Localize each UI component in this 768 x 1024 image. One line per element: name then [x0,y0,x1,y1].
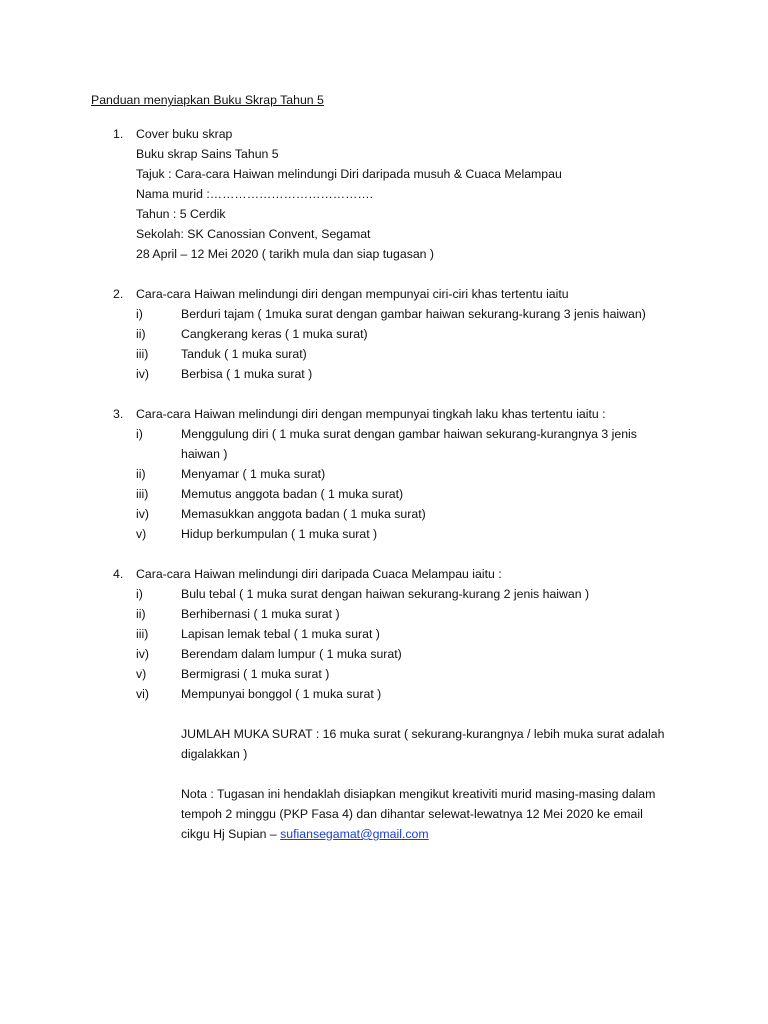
section-2-heading: Cara-cara Haiwan melindungi diri dengan mempunyai ciri-ciri khas tertentu iaitu [136,287,569,301]
list-item-marker: iii) [136,627,149,641]
section-4-number: 4. [113,567,124,581]
book-label: Buku skrap Sains Tahun 5 [136,147,279,161]
email-link[interactable]: sufiansegamat@gmail.com [280,827,429,841]
list-item: Tanduk ( 1 muka surat) [181,347,307,361]
list-item: Berduri tajam ( 1muka surat dengan gambar haiwan sekurang-kurang 3 jenis haiwan) [181,307,646,321]
list-item-marker: i) [136,427,143,441]
list-item-marker: iv) [136,367,149,381]
list-item: Berbisa ( 1 muka surat ) [181,367,313,381]
list-item: Berhibernasi ( 1 muka surat ) [181,607,340,621]
list-item-marker: i) [136,307,143,321]
topic-line: Tajuk : Cara-cara Haiwan melindungi Diri daripada musuh & Cuaca Melampau [136,167,562,181]
document-title: Panduan menyiapkan Buku Skrap Tahun 5 [91,93,324,107]
total-pages-line-continuation: digalakkan ) [181,747,248,761]
note-contact-prefix: cikgu Hj Supian – [181,827,281,841]
list-item-marker: iii) [136,487,149,501]
list-item-marker: vi) [136,687,149,701]
list-item-marker: v) [136,667,147,681]
list-item-marker: v) [136,527,147,541]
note-contact-line [181,824,429,844]
section-1-number: 1. [113,127,124,141]
note-line: tempoh 2 minggu (PKP Fasa 4) dan dihantar selewat-lewatnya 12 Mei 2020 ke email [181,807,643,821]
list-item: Memasukkan anggota badan ( 1 muka surat) [181,507,426,521]
total-pages-line: JUMLAH MUKA SURAT : 16 muka surat ( sekurang-kurangnya / lebih muka surat adalah [181,727,665,741]
list-item-marker: iv) [136,507,149,521]
list-item-marker: i) [136,587,143,601]
section-3-heading: Cara-cara Haiwan melindungi diri dengan mempunyai tingkah laku khas tertentu iaitu : [136,407,606,421]
list-item: Mempunyai bonggol ( 1 muka surat ) [181,687,382,701]
list-item-marker: iv) [136,647,149,661]
section-2-number: 2. [113,287,124,301]
cover-label: Cover buku skrap [136,127,233,141]
section-4-heading: Cara-cara Haiwan melindungi diri daripada Cuaca Melampau iaitu : [136,567,502,581]
list-item-marker: ii) [136,607,146,621]
list-item: Berendam dalam lumpur ( 1 muka surat) [181,647,402,661]
year-line: Tahun : 5 Cerdik [136,207,226,221]
list-item-marker: ii) [136,327,146,341]
list-item-continuation: haiwan ) [181,447,228,461]
list-item: Menyamar ( 1 muka surat) [181,467,326,481]
student-name-line: Nama murid :…………………………………. [136,187,374,201]
list-item: Hidup berkumpulan ( 1 muka surat ) [181,527,378,541]
list-item: Memutus anggota badan ( 1 muka surat) [181,487,404,501]
list-item: Menggulung diri ( 1 muka surat dengan gambar haiwan sekurang-kurangnya 3 jenis [181,427,637,441]
list-item: Lapisan lemak tebal ( 1 muka surat ) [181,627,380,641]
list-item: Bulu tebal ( 1 muka surat dengan haiwan sekurang-kurang 2 jenis haiwan ) [181,587,590,601]
date-line: 28 April – 12 Mei 2020 ( tarikh mula dan siap tugasan ) [136,247,435,261]
list-item: Bermigrasi ( 1 muka surat ) [181,667,330,681]
note-line: Nota : Tugasan ini hendaklah disiapkan mengikut kreativiti murid masing-masing dalam [181,787,656,801]
list-item-marker: ii) [136,467,146,481]
list-item-marker: iii) [136,347,149,361]
section-3-number: 3. [113,407,124,421]
school-line: Sekolah: SK Canossian Convent, Segamat [136,227,371,241]
list-item: Cangkerang keras ( 1 muka surat) [181,327,368,341]
